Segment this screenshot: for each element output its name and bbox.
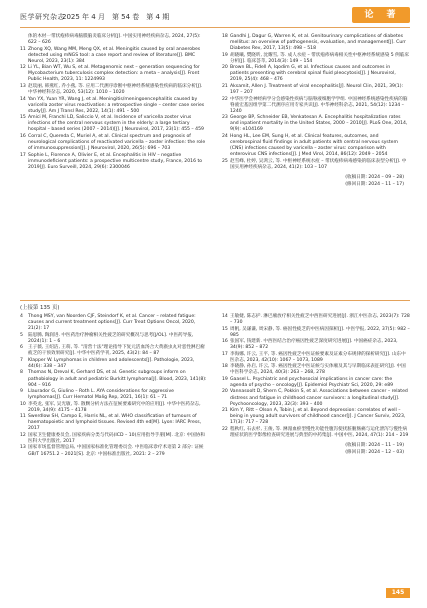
- reference-item: [20, 34, 208, 46]
- section-logo: 论 著: [352, 7, 410, 23]
- reference-item: [20, 314, 208, 332]
- reference-text: Sophie L, Florence A, Olivier E, et al. Encephalitis in HIV – negative immunodeficient patients: a prospective multicentre study, France, 2016 to 2019[J]. Euro Surveill, 2024, 29(6): 2300046: [28, 152, 203, 170]
- reference-number: 18: [222, 34, 228, 39]
- reference-item: [20, 370, 208, 388]
- reference-item: [222, 389, 410, 407]
- reference-text: Zhong XQ, Wang MM, Meng QX, et al. Meningitis caused by oral anaerobes detected using mNGS tool: a case report and review of literature[J]. BMC Neurol, 2023, 23(1): 384: [28, 46, 201, 64]
- reference-item: [20, 414, 208, 432]
- reference-number: 17: [20, 152, 26, 158]
- reference-number: 23: [222, 115, 228, 121]
- reference-text: 李英龙, 张军, 吴光敏, 等. 散颗分析方法在征候要素研究中的应用[J]. 中华中医药杂志, 2019, 34(9): 4175 – 4178: [28, 401, 201, 413]
- reference-number: 19: [222, 52, 228, 58]
- reference-item: [20, 389, 208, 401]
- reference-text: 体的木材一带状疱疹病毒脑膜脑炎临床分析[J]. 中国实用神经疾病杂志, 2024, 27(5): 622 – 626: [28, 34, 201, 46]
- reference-text: 王子薇, 王绍洁, 王萌, 等. "清营十法"理论指导下复元活血汤合大黄䗪虫丸对恶性淋巴瘤疲乏的干预效果研究[J]. 中华中医药学刊, 2025, 43(2): 84 – 87: [28, 345, 205, 357]
- reference-item: [20, 84, 208, 96]
- reference-number: 20: [222, 65, 228, 71]
- reference-text: Brown BL, Fidell A, Iqodim G, et al. Infectious causes and outcomes in patients presenting with cerebral spinal fluid pleocytosis[J]. J Neurovirol, 2019, 25(4): 468 – 476: [230, 65, 396, 83]
- revised-date: (修回日期: 2024 – 11 – 17): [345, 182, 404, 187]
- reference-number: 15: [222, 326, 228, 332]
- reference-item: [20, 345, 208, 357]
- reference-text: Llaurador G, Giulino – Roth L. AYA considerations for aggressive lymphomas[J]. Curr Hematol Malig Rep, 2021, 16(1): 61 – 71: [28, 389, 175, 401]
- reference-text: 胡晓曦, 樊晓昕, 沈耀雪, 等. 成人水痘 – 带状疱疹病毒相关性中枢神经系统感染 5 例临床分析[J]. 临床荟萃, 2014(3): 149 – 154: [230, 52, 409, 64]
- revised-date: (修回日期: 2024 – 12 – 03): [345, 450, 404, 456]
- reference-item: [222, 377, 410, 389]
- page-number: 145: [386, 588, 410, 598]
- reference-item: [20, 47, 208, 65]
- reference-number: 14: [222, 314, 228, 319]
- reference-text: Gandhi J, Dagur G, Warren K, et al. Genitourinary complications of diabetes mellitus: an overview of pathogenesis, evaluation, and management[J]. Curr Diabetes Rev, 2017, 13(5): 498 – 518: [230, 34, 406, 52]
- reference-text: Yan YX, Yuan YR, Wang J, et al. Meningitis/meningoencephalitis caused by varicella zoster virus reactivation: a retrospective single – center case series study[J]. Am J Transl Res, 2022, 14(1): 491 – 500: [28, 96, 205, 114]
- reference-text: Aksamit, Allen J. Treatment of viral encephalitis[J]. Neurol Clin, 2021, 39(1): 197 – 207: [230, 83, 404, 96]
- reference-number: 6: [20, 345, 23, 351]
- reference-text: Amici M, Franchi LD, Saliccio V, et al. Incidence of varicella zoster virus infections of the central nervous system in the elderly: a large tertiary hospital – based series (2007 – 2014)[J]. J Neurovirol, 2017, 23(1): 455 – 459: [28, 115, 204, 133]
- reference-number: 15: [20, 115, 26, 121]
- reference-number: 16: [222, 339, 228, 345]
- header-rule: [20, 27, 410, 28]
- references-top-right: [222, 34, 410, 189]
- reference-text: 赵雪峰, 杜婷, 吴鸿云, 等. 中枢神经系统水痘 – 带状疱疹病毒感染的临床表型分析[J]. 中国实用神经疾病杂志, 2024, 41(2): 103 – 107: [230, 158, 407, 170]
- reference-text: 李晓静, 孙启, 许云, 等. 癌因性疲乏中医证候与实体瘤及其与早期临床表征研究[J]. 中国中医科学杂志, 2024, 40(3): 263 – 268, 278: [230, 364, 406, 376]
- reference-number: 11: [20, 414, 26, 420]
- reference-text: 国家市场监督管理总局, 中国国家标准化管理委员会. 中医临床诊疗术语第 2 部分: 证候 GB/T 16751.2 – 2021[S]. 北京: 中国标准出版社, 2021: 2 – 279: [28, 445, 204, 457]
- continued-section-bar: [20, 300, 410, 311]
- reference-item: [222, 65, 410, 83]
- reference-text: Thomas N, Dreval K, Gerhard DS, et al. Genetic subgroups inform on pathobiology in adult and pediatric Burkitt lymphoma[J]. Blood, 2023, 141(8): 904 – 916: [28, 370, 207, 388]
- reference-item: [20, 134, 208, 152]
- reference-number: 11: [20, 46, 26, 52]
- references-bottom-right: [222, 314, 410, 457]
- reference-number: 13: [20, 83, 26, 89]
- reference-item: [20, 333, 208, 345]
- reference-number: 10: [20, 401, 26, 407]
- reference-number: 24: [222, 133, 228, 139]
- reference-item: [222, 134, 410, 158]
- journal-issue: 2025 年 4 月 第 54 卷 第 4 期: [62, 13, 170, 21]
- reference-text: 李海娜, 许云, 王平, 等. 癌因性疲乏中医证候要素及证素分布规律的探析研究[J]. 山东中医杂志, 2023, 42(10): 1067 – 1073, 1089: [230, 351, 406, 363]
- reference-text: Kim Y, Ritt – Olson A, Tobin J, et al. Beyond depression: correlates of well – being in young adult survivors of childhood cancer[J]. J Cancer Surviv, 2023, 17(3): 717 – 728: [230, 408, 406, 426]
- reference-item: [222, 339, 410, 351]
- reference-item: [222, 53, 410, 65]
- references-top-left: [20, 34, 208, 171]
- reference-text: 国家卫生健康委员会, 国家疾病分类与代码(ICD – 10)应用指导手册[M]. 北京: 中国协和医科大学出版社, 2017: [28, 432, 205, 444]
- reference-text: 王敏婕, 陈志护. 淋巴瘤放疗相关性疲乏中西医研究进展[J]. 浙江中医杂志, 2023(7): 728 – 730: [230, 314, 410, 326]
- reference-number: 20: [222, 389, 228, 395]
- reference-item: [20, 153, 208, 171]
- reference-text: 赵琰丽, 韩燕红, 乔小燕, 等. 应用二代测序诊断中枢神经系统感染性疾病的临床分析[J]. 中华神经科杂志, 2020, 53(12): 1010 – 1020: [28, 83, 203, 96]
- reference-number: 9: [20, 389, 23, 395]
- reference-number: 14: [20, 96, 26, 102]
- reference-number: 4: [20, 314, 23, 319]
- reference-item: [222, 427, 410, 439]
- received-dates: [222, 443, 410, 456]
- reference-item: [222, 352, 410, 364]
- reference-text: Vannasoolt D, Shern C, Pokkin S, et al. Associations between cancer – related distress and fatigue in childhood cancer survivors: a longitudinal study[J]. Psychooncology, 2023, 32(3): 393 – 400: [230, 389, 408, 407]
- reference-number: 17: [222, 351, 228, 357]
- reference-text: 周帆, 吴谦谦, 周宋静, 等. 癌因性疲乏的中医病因探析[J]. 中医学报, 2022, 37(5): 982 – 985: [230, 326, 410, 338]
- reference-text: Li YL, Bian WT, Wu S, et al. Metagenomic next – generation sequencing for Mycobacterium tuberculosis complex detection: a meta – analysis[J]. Front Public Health, 2023, 11: 1224993: [28, 65, 200, 83]
- reference-text: Hong HL, Lee EM, Sung H, et al. Clinical features, outcomes, and cerebrospinal fluid findings in adult patients with central nervous system (CNS) infections caused by varicella – zoster virus: comparison with enterovirus CNS infections[J]. J Med Virol, 2014, 86(12): 2049 – 2054: [230, 133, 398, 158]
- reference-text: George BP, Schneider EB, Venkatesan A. Encephalitis hospitalization rates and inpatient mortality in the United States, 2000 – 2010[J]. PLoS One, 2014, 9(9): e104169: [230, 115, 408, 133]
- reference-text: 中华医学会神经病学分会感染性疾病与脑脊液细胞学学组. 中国神经系统感染性疾病的脑脊液宏基因组学第二代测序应用专家共识[J]. 中华神经科杂志, 2021, 54(12): 1234 – 1240: [230, 96, 408, 114]
- reference-number: 18: [222, 364, 228, 370]
- reference-text: 程秋红, 石去杉, 王俊, 等. 淋漫血瘀型慢性功能性腹泻使扰脏腑肠痛与运化泄泻与慢性病理症状的医学影像检查研究进展与典型的中药集[J]. 中国中医, 2024, 47(1): 214 – 219: [230, 426, 409, 438]
- reference-item: [222, 34, 410, 52]
- received-dates: [222, 175, 410, 188]
- reference-text: 张国军, 钱建新. 中西医结合治疗癌因性疲乏深度研究进展[J]. 中国癌症杂志, 2023, 34(9): 852 – 872: [230, 339, 398, 351]
- reference-number: 12: [20, 432, 26, 438]
- continued-from-label: (上接第 135 页): [20, 305, 60, 311]
- reference-text: Corral C, Quereda C, Muriel A, et al. Clinical spectrum and prognosis of neurological complications of reactivated varicella – zoster infection: the role of immunosuppression[J]. J Neurovirol, 2020, 26(5): 696 – 703: [28, 133, 206, 152]
- reference-item: [222, 84, 410, 96]
- reference-item: [222, 314, 410, 326]
- reference-item: [20, 433, 208, 445]
- references-list: [222, 34, 410, 171]
- reference-number: 16: [20, 133, 26, 139]
- received-date: (收稿日期: 2024 – 09 – 28): [345, 174, 404, 180]
- reference-item: [222, 159, 410, 171]
- reference-text: Gaasel L. Psychiatric and psychosocial implications in cancer care: the agenda of psycho – oncology[J]. Epidemiol Psychiatr Sci, 2020, 29: e89: [230, 376, 394, 388]
- reference-item: [222, 364, 410, 376]
- reference-number: 25: [222, 158, 228, 164]
- reference-text: Swerdlow SH, Campo E, Harris NL, et al. WHO classification of tumours of haematopoietic and lymphoid tissues. Revised 4th ed[M]. Lyon: IARC Press, 2017: [28, 414, 202, 432]
- reference-item: [20, 445, 208, 457]
- reference-item: [20, 358, 208, 370]
- reference-text: 陆思腾, 陶润进. 中医药治疗肿瘤相关性疲乏的研究概况与思考[J/OL]. 中医药导报, 2024(1): 1 – 6: [28, 332, 194, 344]
- references-bottom-left: [20, 314, 208, 458]
- journal-name: 医学研究杂志: [20, 13, 65, 21]
- reference-item: [222, 115, 410, 133]
- reference-item: [20, 115, 208, 133]
- reference-item: [222, 97, 410, 115]
- reference-number: 12: [20, 65, 26, 71]
- reference-number: 8: [20, 370, 23, 376]
- reference-text: Klapper W. Lymphomas in children and adolescents[J]. Pathologie, 2023, 44(6): 338 – 347: [28, 357, 195, 369]
- reference-number: 13: [20, 445, 26, 451]
- reference-text: Thong MSY, van Noorden CJF, Steindorf K, et al. Cancer – related fatigue: causes and current treatment options[J]. Curr Treat Options Oncol, 2020, 21(2): 17: [28, 314, 196, 332]
- page-header: [20, 10, 410, 26]
- reference-number: 19: [222, 376, 228, 382]
- reference-item: [20, 402, 208, 414]
- reference-number: 22: [222, 426, 228, 432]
- reference-number: 21: [222, 83, 228, 89]
- reference-number: 21: [222, 408, 228, 414]
- reference-item: [222, 408, 410, 426]
- reference-item: [20, 97, 208, 115]
- reference-item: [20, 65, 208, 83]
- reference-number: 5: [20, 332, 23, 338]
- reference-number: 7: [20, 357, 23, 363]
- references-list: [222, 314, 410, 439]
- reference-number: 22: [222, 96, 228, 102]
- received-date: (收稿日期: 2024 – 11 – 19): [345, 443, 404, 448]
- reference-item: [222, 327, 410, 339]
